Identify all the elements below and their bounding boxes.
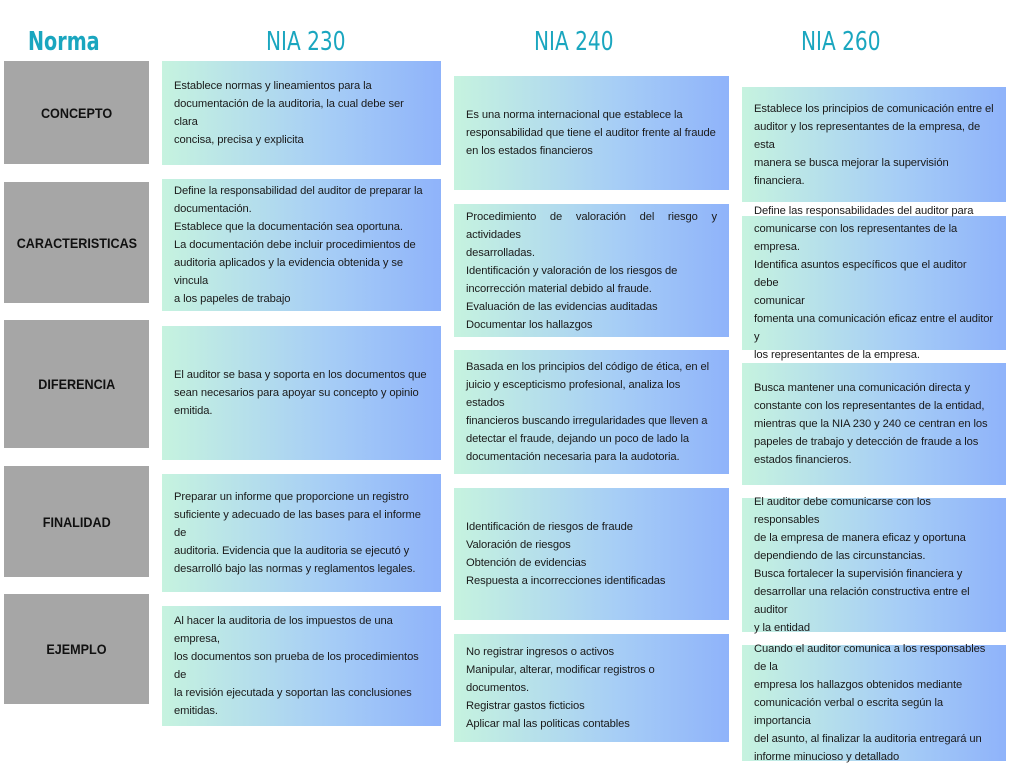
cell-text: Establece normas y lineamientos para la documentación de la auditoria, la cual debe ser clara concisa, precisa y explicita <box>174 80 404 146</box>
cell-nia230-concepto <box>162 61 441 165</box>
cell-nia230-caracteristicas <box>162 179 441 311</box>
cell-text: Cuando el auditor comunica a los responsables de la empresa los hallazgos obtenidos mediante comunicación verbal o escrita según la importancia del asunto, al finalizar la auditoria entregará un informe minucioso y detallado <box>754 643 986 763</box>
cell-text: Establece los principios de comunicación entre el auditor y los representantes de la empresa, de esta manera se busca mejorar la supervisión financiera. <box>754 102 994 187</box>
cell-nia240-finalidad <box>454 488 729 620</box>
cell-nia230-diferencia <box>162 326 441 460</box>
header-nia-240: NIA 240 <box>534 27 614 57</box>
header-norma: Norma <box>28 27 100 57</box>
header-nia-230: NIA 230 <box>266 27 346 57</box>
cell-text: El auditor se basa y soporta en los documentos que sean necesarios para apoyar su concepto y opinio emitida. <box>174 369 427 417</box>
cell-text: Basada en los principios del código de ética, en el juicio y escepticismo profesional, analiza los estados financieros buscando irregularidades que lleven a detectar el fraude, dejando un poco de lado la documentación necesaria para la audotoria. <box>466 361 710 463</box>
cell-text: Busca mantener una comunicación directa y constante con los representantes de la entidad, mientras que la NIA 230 y 240 ce centran en los papeles de trabajo y detección de fraude a los estados financieros. <box>754 382 988 466</box>
row-label-caracteristicas-text: CARACTERISTICAS <box>16 234 137 251</box>
cell-text: Identificación de riesgos de fraude Valoración de riesgos Obtención de evidencias Respuesta a incorrecciones identificadas <box>466 521 666 587</box>
cell-text: El auditor debe comunicarse con los responsables de la empresa de manera eficaz y oportuna dependiendo de las circunstancias. Busca fortalecer la supervisión financiera y desarrollar una relación constructiva entre el auditor y la entidad <box>754 496 970 634</box>
cell-nia260-finalidad <box>742 498 1006 632</box>
row-label-diferencia-text: DIFERENCIA <box>37 376 116 392</box>
row-label-diferencia <box>4 320 149 448</box>
row-label-caracteristicas <box>4 182 149 303</box>
row-label-concepto-text: CONCEPTO <box>40 104 113 121</box>
cell-text: Define las responsabilidades del auditor para comunicarse con los representantes de la empresa. Identifica asuntos específicos que el auditor debe comunicar fomenta una comunicación eficaz entre el auditor y los representantes de la empresa. <box>754 205 993 361</box>
cell-nia260-concepto <box>742 87 1006 202</box>
cell-nia260-caracteristicas <box>742 205 1006 361</box>
cell-nia240-ejemplo <box>454 634 729 742</box>
row-label-finalidad-text: FINALIDAD <box>42 513 111 530</box>
cell-text: No registrar ingresos o activos Manipular, alterar, modificar registros o documentos. Registrar gastos ficticios Aplicar mal las politicas contables <box>466 646 655 730</box>
cell-text: Al hacer la auditoria de los impuestos de una empresa, los documentos son prueba de los procedimientos de la revisión ejecutada y soportan las conclusiones emitidas. <box>174 615 419 717</box>
cell-nia230-ejemplo <box>162 606 441 726</box>
cell-text: Es una norma internacional que establece la responsabilidad que tiene el auditor frente al fraude en los estados financieros <box>466 109 716 157</box>
header-nia-260: NIA 260 <box>801 27 881 57</box>
cell-text: Define la responsabilidad del auditor de preparar la documentación. Establece que la documentación sea oportuna. La documentación debe incluir procedimientos de auditoria aplicados y la evidencia obtenida y se vincula a los papeles de trabajo <box>174 185 423 305</box>
cell-nia230-finalidad <box>162 474 441 592</box>
row-label-ejemplo <box>4 594 149 704</box>
row-label-concepto <box>4 61 149 164</box>
cell-text: Procedimiento de valoración del riesgo y actividades desarrolladas. Identificación y valoración de los riesgos de incorrección material debido al fraude. Evaluación de las evidencias auditadas Documentar los hallazgos <box>466 210 717 331</box>
cell-nia260-ejemplo <box>742 645 1006 761</box>
cell-nia240-concepto <box>454 76 729 190</box>
cell-nia260-diferencia <box>742 363 1006 485</box>
cell-nia240-caracteristicas <box>454 204 729 337</box>
row-label-finalidad <box>4 466 149 577</box>
cell-nia240-diferencia <box>454 350 729 474</box>
cell-text: Preparar un informe que proporcione un registro suficiente y adecuado de las bases para el informe de auditoria. Evidencia que la auditoria se ejecutó y desarrolló bajo las normas y reglamentos legales. <box>174 491 421 575</box>
row-label-ejemplo-text: EJEMPLO <box>46 641 107 657</box>
